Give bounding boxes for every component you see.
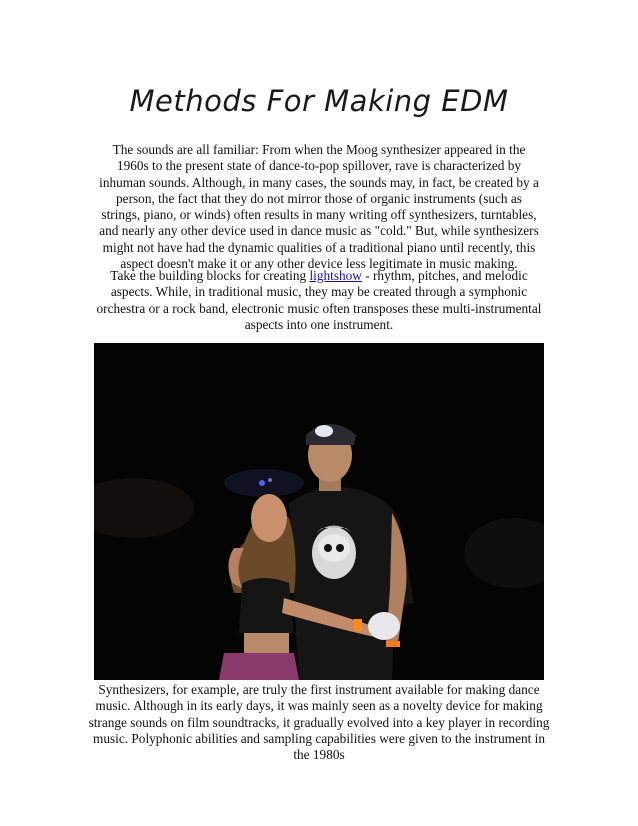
paragraph-intro: The sounds are all familiar: From when the Moog synthesizer appeared in the 1960s to the present state of dance-to-pop spillover, rave is characterized by inhuman sounds. Although, in many cases, the sounds may, in fact, be created by a person, the fact that they do not mirror those of organic instruments (such as strings, piano, or winds) often results in many writing off synthesizers, turntables, and nearly any other device used in dance music as "cold." But, while synthesizers might not have had the dynamic qualities of a traditional piano until recently, this aspect doesn't make it or any other device less legitimate in music making. bbox=[99, 142, 539, 272]
paragraph-text-after-link: - rhythm, pitches, and melodic aspects. While, in traditional music, they may be created through a symphonic orchestra or a rock band, electronic music often transposes these multi-instrumental aspects into one instrument. bbox=[96, 268, 542, 332]
document-title: Methods For Making EDM bbox=[129, 84, 509, 118]
paragraph-text-before-link: Take the building blocks for creating bbox=[110, 268, 310, 283]
paragraph-synthesizers: Synthesizers, for example, are truly the first instrument available for making dance music. Although in its early days, it was mainly seen as a novelty device for making strange sounds on film soundtracks, it gradually evolved into a key player in recording music. Polyphonic abilities and sampling capabilities were given to the instrument in the 1980s bbox=[88, 682, 550, 763]
photo-illustration bbox=[94, 343, 544, 680]
concert-photo bbox=[94, 343, 544, 680]
paragraph-building-blocks bbox=[96, 268, 542, 333]
lightshow-link[interactable]: lightshow bbox=[309, 268, 362, 283]
